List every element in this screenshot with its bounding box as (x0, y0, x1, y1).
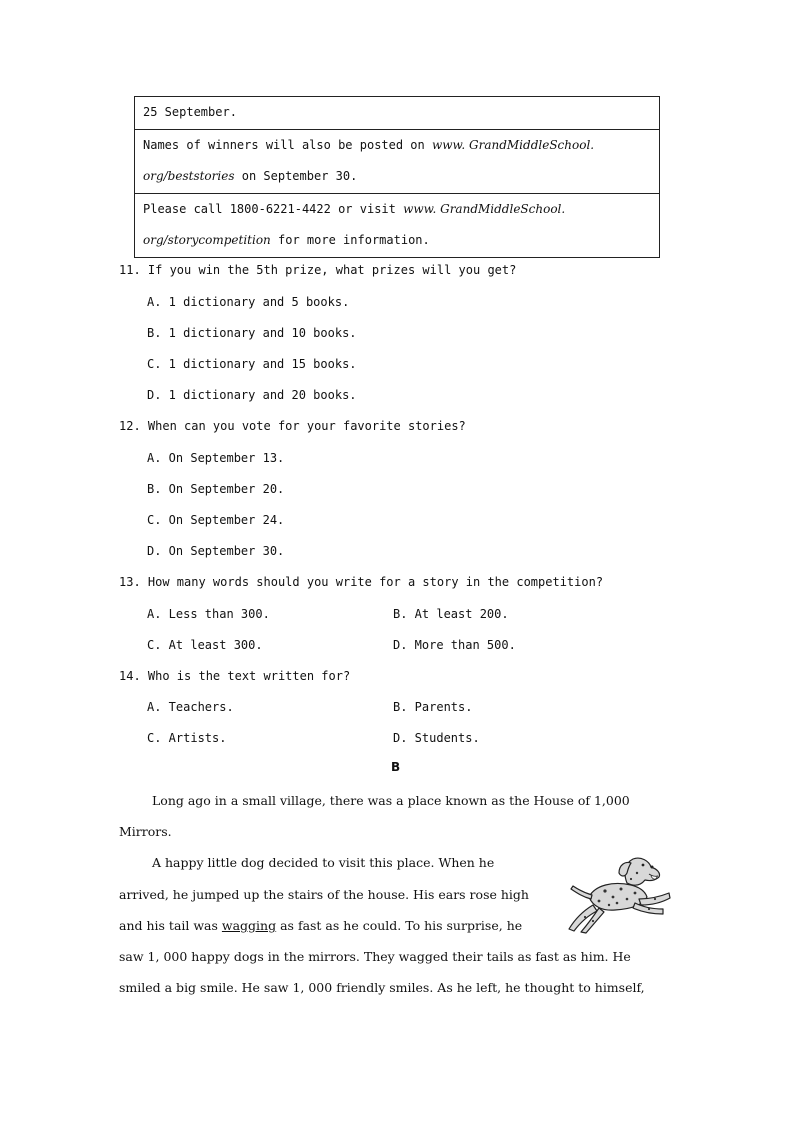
url-link: www. GrandMiddleSchool. (431, 137, 595, 152)
table-text-line (143, 161, 651, 193)
passage-text: as fast as he could. To his surprise, he (276, 918, 523, 933)
table-text: Please call 1800-6221-4422 or visit (143, 201, 404, 216)
passage-line (119, 916, 522, 936)
option-11-c: C. 1 dictionary and 15 books. (147, 357, 357, 371)
passage-line: Mirrors. (119, 824, 172, 839)
option-14-b: B. Parents. (393, 700, 473, 714)
option-12-a: A. On September 13. (147, 451, 285, 465)
table-row (135, 129, 659, 193)
passage-line: arrived, he jumped up the stairs of the house. His ears rose high (119, 887, 529, 902)
table-text: Names of winners will also be posted on (143, 137, 432, 152)
option-14-c: C. Artists. (147, 731, 227, 745)
url-link: org/storycompetition (143, 233, 271, 247)
passage-line: saw 1, 000 happy dogs in the mirrors. They wagged their tails as fast as him. He (119, 949, 631, 964)
option-12-d: D. On September 30. (147, 544, 285, 558)
table-row (135, 193, 659, 257)
table-text: for more information. (270, 233, 430, 247)
option-11-d: D. 1 dictionary and 20 books. (147, 388, 357, 402)
option-12-c: C. On September 24. (147, 513, 285, 527)
option-12-b: B. On September 20. (147, 482, 285, 496)
question-13: 13. How many words should you write for a story in the competition? (119, 575, 604, 589)
option-13-d: D. More than 500. (393, 638, 516, 652)
table-text-line (143, 130, 651, 162)
table-text: on September 30. (234, 169, 358, 183)
url-link: www. GrandMiddleSchool. (403, 201, 566, 216)
passage-line: Long ago in a small village, there was a place known as the House of 1,000 (152, 793, 630, 808)
option-13-a: A. Less than 300. (147, 607, 270, 621)
table-text-line (143, 194, 651, 226)
option-14-d: D. Students. (393, 731, 480, 745)
option-13-b: B. At least 200. (393, 607, 509, 621)
underlined-word: wagging (221, 918, 277, 933)
passage-line: smiled a big smile. He saw 1, 000 friendly smiles. As he left, he thought to himself, (119, 980, 645, 995)
table-row (135, 97, 659, 129)
table-text-line (143, 225, 651, 257)
table-text: 25 September. (143, 105, 237, 119)
info-table (134, 96, 660, 258)
question-14: 14. Who is the text written for? (119, 669, 351, 683)
running-dalmatian-illustration (565, 853, 673, 935)
passage-line: A happy little dog decided to visit this place. When he (152, 855, 495, 870)
question-12: 12. When can you vote for your favorite stories? (119, 419, 466, 433)
question-11: 11. If you win the 5th prize, what prizes will you get? (119, 263, 517, 277)
option-11-a: A. 1 dictionary and 5 books. (147, 295, 350, 309)
section-title: B (391, 760, 401, 774)
option-11-b: B. 1 dictionary and 10 books. (147, 326, 357, 340)
url-link: org/beststories (143, 169, 235, 183)
option-14-a: A. Teachers. (147, 700, 234, 714)
option-13-c: C. At least 300. (147, 638, 263, 652)
passage-text: and his tail was (119, 918, 222, 933)
